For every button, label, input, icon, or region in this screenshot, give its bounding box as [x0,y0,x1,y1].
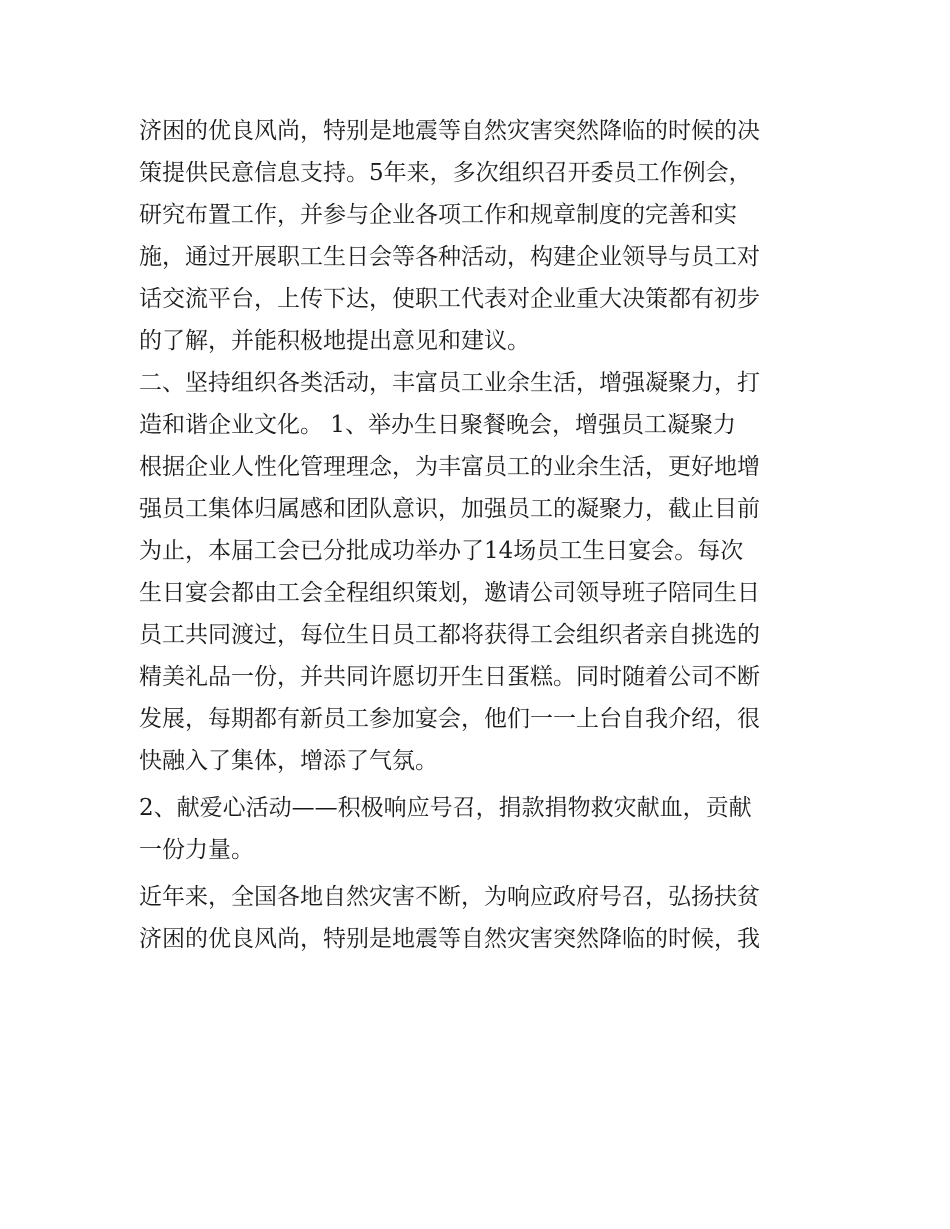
text-line: 根据企业人性化管理理念，为丰富员工的业余生活，更好地增 [139,454,760,480]
document-body [139,110,829,960]
text-line: 话交流平台，上传下达，使职工代表对企业重大决策都有初步 [139,286,760,312]
text-line: 发展，每期都有新员工参加宴会，他们一一上台自我介绍，很 [139,706,760,732]
text-line: 员工共同渡过，每位生日员工都将获得工会组织者亲自挑选的 [139,622,760,648]
text-line: 研究布置工作，并参与企业各项工作和规章制度的完善和实 [139,202,737,228]
text-line: 造和谐企业文化。 1、举办生日聚餐晚会，增强员工凝聚力 [139,412,736,438]
text-line: 2、献爱心活动——积极响应号召，捐款捐物救灾献血，贡献 [139,795,752,821]
text-line: 快融入了集体，增添了气氛。 [139,748,438,774]
text-line: 的了解，并能积极地提出意见和建议。 [139,328,530,354]
text-line: 二、坚持组织各类活动，丰富员工业余生活，增强凝聚力，打 [139,370,760,396]
text-line: 济困的优良风尚，特别是地震等自然灾害突然降临的时候的决 [139,118,760,144]
text-line: 精美礼品一份，并共同许愿切开生日蛋糕。同时随着公司不断 [139,664,760,690]
text-line: 策提供民意信息支持。5年来，多次组织召开委员工作例会， [139,160,752,186]
text-line: 一份力量。 [139,837,254,863]
text-line: 为止，本届工会已分批成功举办了14场员工生日宴会。每次 [139,538,744,564]
text-line: 施，通过开展职工生日会等各种活动，构建企业领导与员工对 [139,244,760,270]
text-line: 近年来，全国各地自然灾害不断，为响应政府号召，弘扬扶贫 [139,884,760,910]
text-line: 生日宴会都由工会全程组织策划，邀请公司领导班子陪同生日 [139,580,760,606]
text-line: 济困的优良风尚，特别是地震等自然灾害突然降临的时候，我 [139,926,760,952]
text-line: 强员工集体归属感和团队意识，加强员工的凝聚力，截止目前 [139,496,760,522]
